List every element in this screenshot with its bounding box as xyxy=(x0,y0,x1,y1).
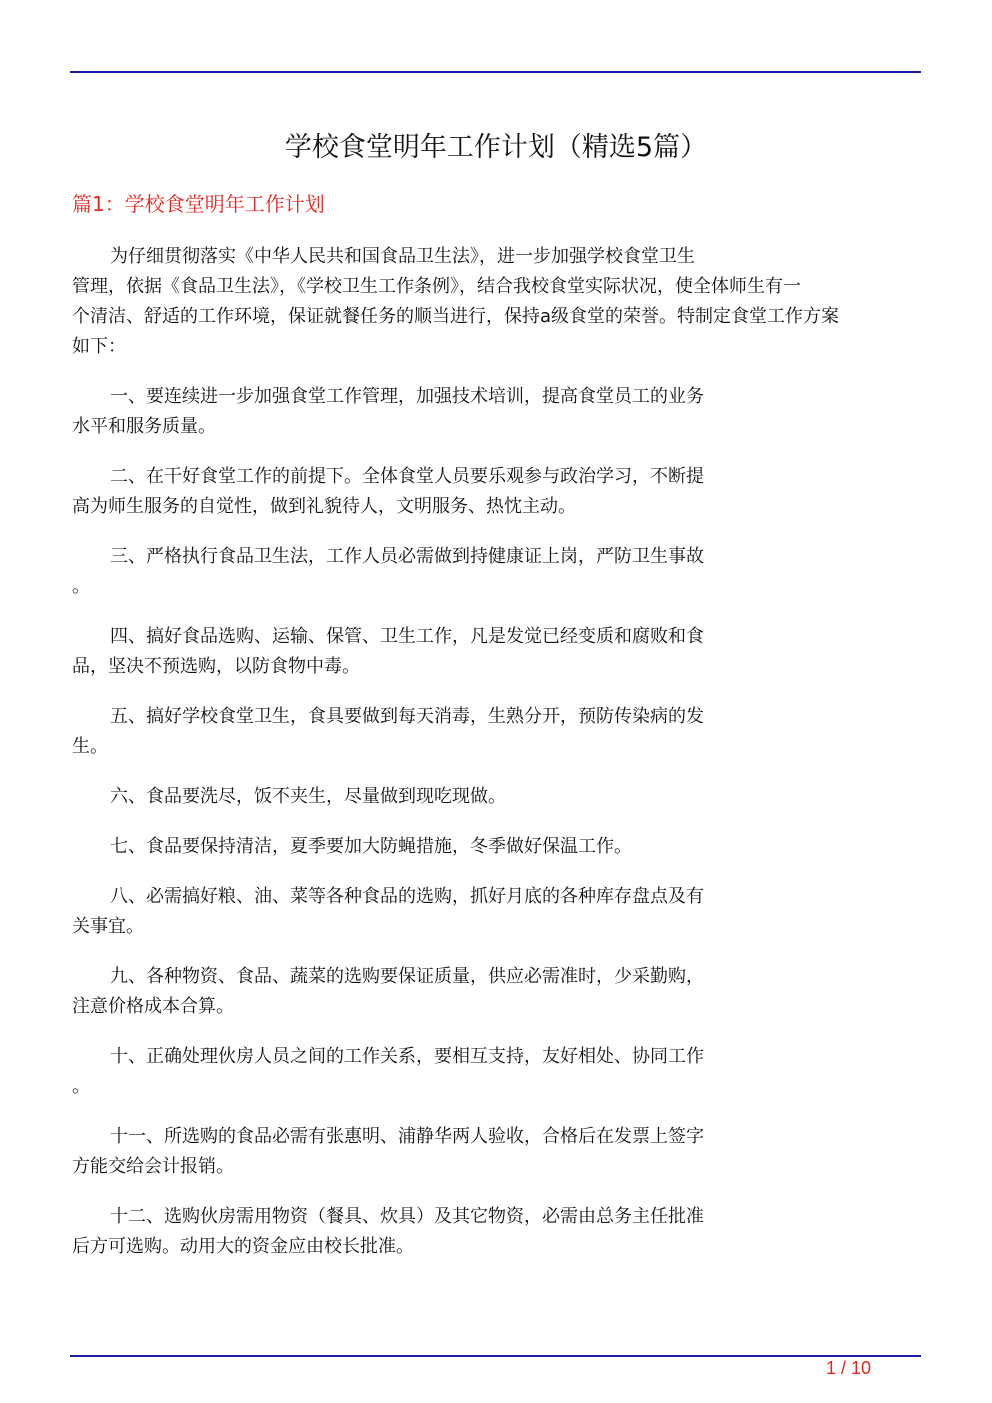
footer-rule xyxy=(70,1355,921,1357)
paragraph xyxy=(72,1042,932,1102)
paragraph xyxy=(72,782,932,812)
paragraph-line: 品，坚决不预选购，以防食物中毒。 xyxy=(72,656,360,677)
document-title: 学校食堂明年工作计划（精选5篇） xyxy=(284,132,708,163)
paragraph-line: 后方可选购。动用大的资金应由校长批准。 xyxy=(72,1236,414,1257)
paragraph xyxy=(72,382,932,442)
paragraph-line: 十一、所选购的食品必需有张惠明、浦静华两人验收，合格后在发票上签字 xyxy=(110,1126,704,1147)
paragraph-line: 十二、选购伙房需用物资（餐具、炊具）及其它物资，必需由总务主任批准 xyxy=(110,1206,704,1227)
paragraph-line: 水平和服务质量。 xyxy=(72,416,216,437)
paragraph-line: 个清洁、舒适的工作环境，保证就餐任务的顺当进行，保持a级食堂的荣誉。特制定食堂工作方案 xyxy=(72,306,840,327)
paragraph-line: 五、搞好学校食堂卫生，食具要做到每天消毒，生熟分开，预防传染病的发 xyxy=(110,706,704,727)
paragraph-line: 管理，依据《食品卫生法》，《学校卫生工作条例》，结合我校食堂实际状况，使全体师生有一 xyxy=(72,276,801,297)
paragraph-line: 四、搞好食品选购、运输、保管、卫生工作，凡是发觉已经变质和腐败和食 xyxy=(110,626,704,647)
paragraph-line: 六、食品要洗尽，饭不夹生，尽量做到现吃现做。 xyxy=(110,786,506,807)
paragraph xyxy=(72,832,932,862)
paragraph-line: 。 xyxy=(72,576,90,597)
paragraph xyxy=(72,1122,932,1182)
paragraph xyxy=(72,1202,932,1262)
paragraph-line: 十、正确处理伙房人员之间的工作关系，要相互支持，友好相处、协同工作 xyxy=(110,1046,704,1067)
paragraph xyxy=(72,242,932,362)
paragraph-line: 七、食品要保持清洁，夏季要加大防蝇措施，冬季做好保温工作。 xyxy=(110,836,632,857)
paragraph-line: 关事宜。 xyxy=(72,916,144,937)
paragraph-line: 方能交给会计报销。 xyxy=(72,1156,234,1177)
document-body xyxy=(72,242,932,1282)
section-heading: 篇1：学校食堂明年工作计划 xyxy=(72,192,325,216)
paragraph-line: 生。 xyxy=(72,736,108,757)
paragraph xyxy=(72,962,932,1022)
paragraph xyxy=(72,622,932,682)
paragraph-line: 。 xyxy=(72,1076,90,1097)
page-number: 1 / 10 xyxy=(826,1358,872,1378)
paragraph-line: 为仔细贯彻落实《中华人民共和国食品卫生法》，进一步加强学校食堂卫生 xyxy=(110,246,695,267)
paragraph-line: 九、各种物资、食品、蔬菜的选购要保证质量，供应必需准时，少采勤购， xyxy=(110,966,704,987)
paragraph-line: 注意价格成本合算。 xyxy=(72,996,234,1017)
paragraph-line: 三、严格执行食品卫生法，工作人员必需做到持健康证上岗，严防卫生事故 xyxy=(110,546,704,567)
paragraph xyxy=(72,462,932,522)
paragraph xyxy=(72,702,932,762)
paragraph xyxy=(72,882,932,942)
paragraph-line: 如下： xyxy=(72,336,126,357)
paragraph-line: 八、必需搞好粮、油、菜等各种食品的选购，抓好月底的各种库存盘点及有 xyxy=(110,886,704,907)
header-rule xyxy=(70,71,921,73)
paragraph xyxy=(72,542,932,602)
paragraph-line: 一、要连续进一步加强食堂工作管理，加强技术培训，提高食堂员工的业务 xyxy=(110,386,704,407)
paragraph-line: 二、在干好食堂工作的前提下。全体食堂人员要乐观参与政治学习，不断提 xyxy=(110,466,704,487)
paragraph-line: 高为师生服务的自觉性，做到礼貌待人，文明服务、热忱主动。 xyxy=(72,496,576,517)
